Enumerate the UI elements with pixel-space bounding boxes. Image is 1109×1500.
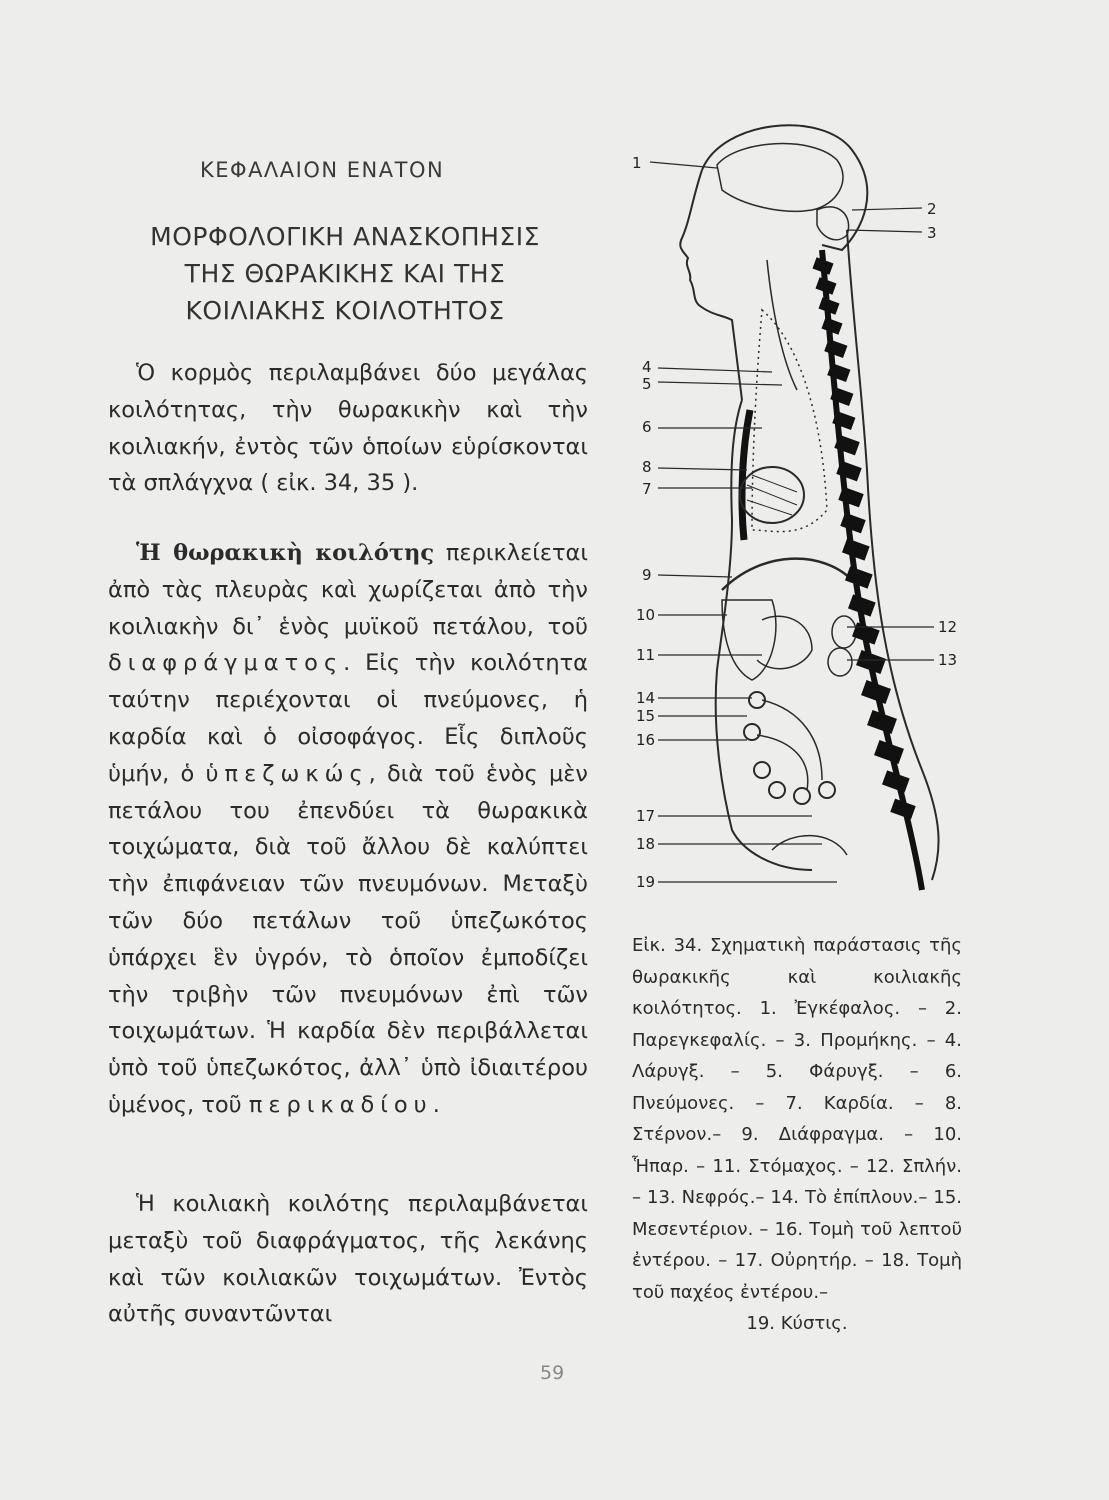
figure-label: 6 (642, 418, 652, 436)
figure-label: 2 (927, 200, 937, 218)
spleen (832, 616, 856, 648)
paragraph-thoracic (108, 535, 588, 1124)
intestine-loop (769, 782, 785, 798)
spaced-word-pleura: ὑπεζωκώς (205, 760, 369, 787)
intestine-loop (744, 724, 760, 740)
bladder (772, 836, 847, 855)
intestine-loop (794, 788, 810, 804)
figure-label: 8 (642, 458, 652, 476)
caption-text: Εἰκ. 34. Σχηματικὴ παράστασις τῆς θωρακικῆς καὶ κοιλιακῆς κοιλότητος. 1. Ἐγκέφαλος. – 2. Παρεγκεφαλίς. – 3. Προμήκης. – 4. Λάρυγξ. – 5. Φάρυγξ. – 6. Πνεύμονες. – 7. Καρδία. – 8. Στέρνον.– 9. Διάφραγμα. – 10. Ἧπαρ. – 11. Στόμαχος. – 12. Σπλήν. – 13. Νεφρός.– 14. Τὸ ἐπίπλουν.– 15. Μεσεντέριον. – 16. Τομὴ τοῦ λεπτοῦ ἐντέρου. – 17. Οὐρητήρ. – 18. Τομὴ τοῦ παχέος ἐντέρου.– (632, 935, 962, 1303)
para2-text: . (432, 1091, 440, 1118)
para2-text: , διὰ τοῦ ἑνὸς μὲν πετάλου του ἐπενδύει τὰ θωρακικὰ τοιχώματα, διὰ τοῦ ἄλλου δὲ καλύπτει τὴν ἐπιφάνειαν τῶν πνευμόνων. Μεταξὺ τῶν δύο πετάλων τοῦ ὑπεζωκότος ὑπάρχει ἓν ὑγρόν, τὸ ὁποῖον ἐμποδίζει τὴν τριβὴν τῶν πνευμόνων ἐπὶ τῶν τοιχωμάτων. Ἡ καρδία δὲν περιβάλλεται ὑπὸ τοῦ ὑπεζωκότος, ἀλλ᾽ ὑπὸ ἰδιαιτέρου ὑμένος, τοῦ (108, 760, 588, 1118)
figure-label: 13 (938, 651, 958, 669)
figure-label: 18 (636, 835, 656, 853)
figure-label: 3 (927, 224, 937, 242)
face-profile (680, 170, 742, 400)
intestine-loop (819, 782, 835, 798)
diaphragm (722, 559, 852, 590)
title-line: ΤΗΣ ΘΩΡΑΚΙΚΗΣ ΚΑΙ ΤΗΣ (184, 259, 506, 288)
figure-label: 12 (938, 618, 958, 636)
figure-label: 5 (642, 375, 652, 393)
title-line: ΚΟΙΛΙΑΚΗΣ ΚΟΙΛΟΤΗΤΟΣ (185, 296, 505, 325)
cerebellum (817, 207, 849, 240)
figure-label: 7 (642, 480, 652, 498)
paragraph-abdominal-text: Ἡ κοιλιακὴ κοιλότης περιλαμβάνεται μεταξὺ τοῦ διαφράγματος, τῆς λεκάνης καὶ τῶν κοιλιακῶν τοιχωμάτων. Ἐντὸς αὐτῆς συναντῶνται (108, 1191, 588, 1328)
para2-text: . Εἰς τὴν κοιλότητα ταύτην περιέχονται οἱ πνεύμονες, ἡ καρδία καὶ ὁ οἰσοφάγος. Εἷς διπλοῦς ὑμήν, ὁ (108, 650, 588, 787)
term-thoracic: Ἡ θωρακικὴ κοιλότης (136, 540, 435, 566)
stomach (757, 616, 812, 668)
airway (767, 260, 797, 390)
anatomy-figure (622, 110, 972, 910)
intestine-loop (754, 762, 770, 778)
figure-label: 17 (636, 807, 656, 825)
spaced-word-pericardium: περικαδίου (248, 1091, 433, 1118)
figure-label: 1 (632, 154, 642, 172)
figure-label: 15 (636, 707, 656, 725)
kidney (828, 648, 852, 676)
figure-caption (632, 930, 962, 1340)
caption-last-line: 19. Κύστις. (746, 1313, 848, 1334)
brain-folds (717, 144, 843, 212)
figure-label: 9 (642, 566, 652, 584)
paragraph-abdominal (108, 1186, 588, 1333)
spaced-word-diaphragm: διαφράγματος (108, 650, 344, 677)
section-title (105, 218, 585, 329)
torso-front (716, 400, 812, 870)
title-line: ΜΟΡΦΟΛΟΓΙΚΗ ΑΝΑΣΚΟΠΗΣΙΣ (150, 222, 540, 251)
figure-label: 11 (636, 646, 656, 664)
page-number: 59 (540, 1362, 565, 1384)
figure-label: 14 (636, 689, 656, 707)
paragraph-intro (108, 355, 588, 502)
figure-label: 19 (636, 873, 656, 891)
liver (722, 600, 776, 680)
paragraph-intro-text: Ὁ κορμὸς περιλαμβάνει δύο μεγάλας κοιλότητας, τὴν θωρακικὴν καὶ τὴν κοιλιακήν, ἐντὸς τῶν ὁποίων εὑρίσκονται τὰ σπλάγχνα ( εἰκ. 34, 35 ). (108, 360, 588, 497)
figure-label: 4 (642, 358, 652, 376)
lungs (752, 310, 827, 532)
para2-text: περικλείεται ἀπὸ τὰς πλευρὰς καὶ χωρίζεται ἀπὸ τὴν κοιλιακὴν δι᾽ ἑνὸς μυϊκοῦ πετάλου, τοῦ (108, 540, 588, 640)
chapter-heading: ΚΕΦΑΛΑΙΟΝ ΕΝΑΤΟΝ (200, 158, 445, 182)
figure-label: 10 (636, 606, 656, 624)
figure-label: 16 (636, 731, 656, 749)
